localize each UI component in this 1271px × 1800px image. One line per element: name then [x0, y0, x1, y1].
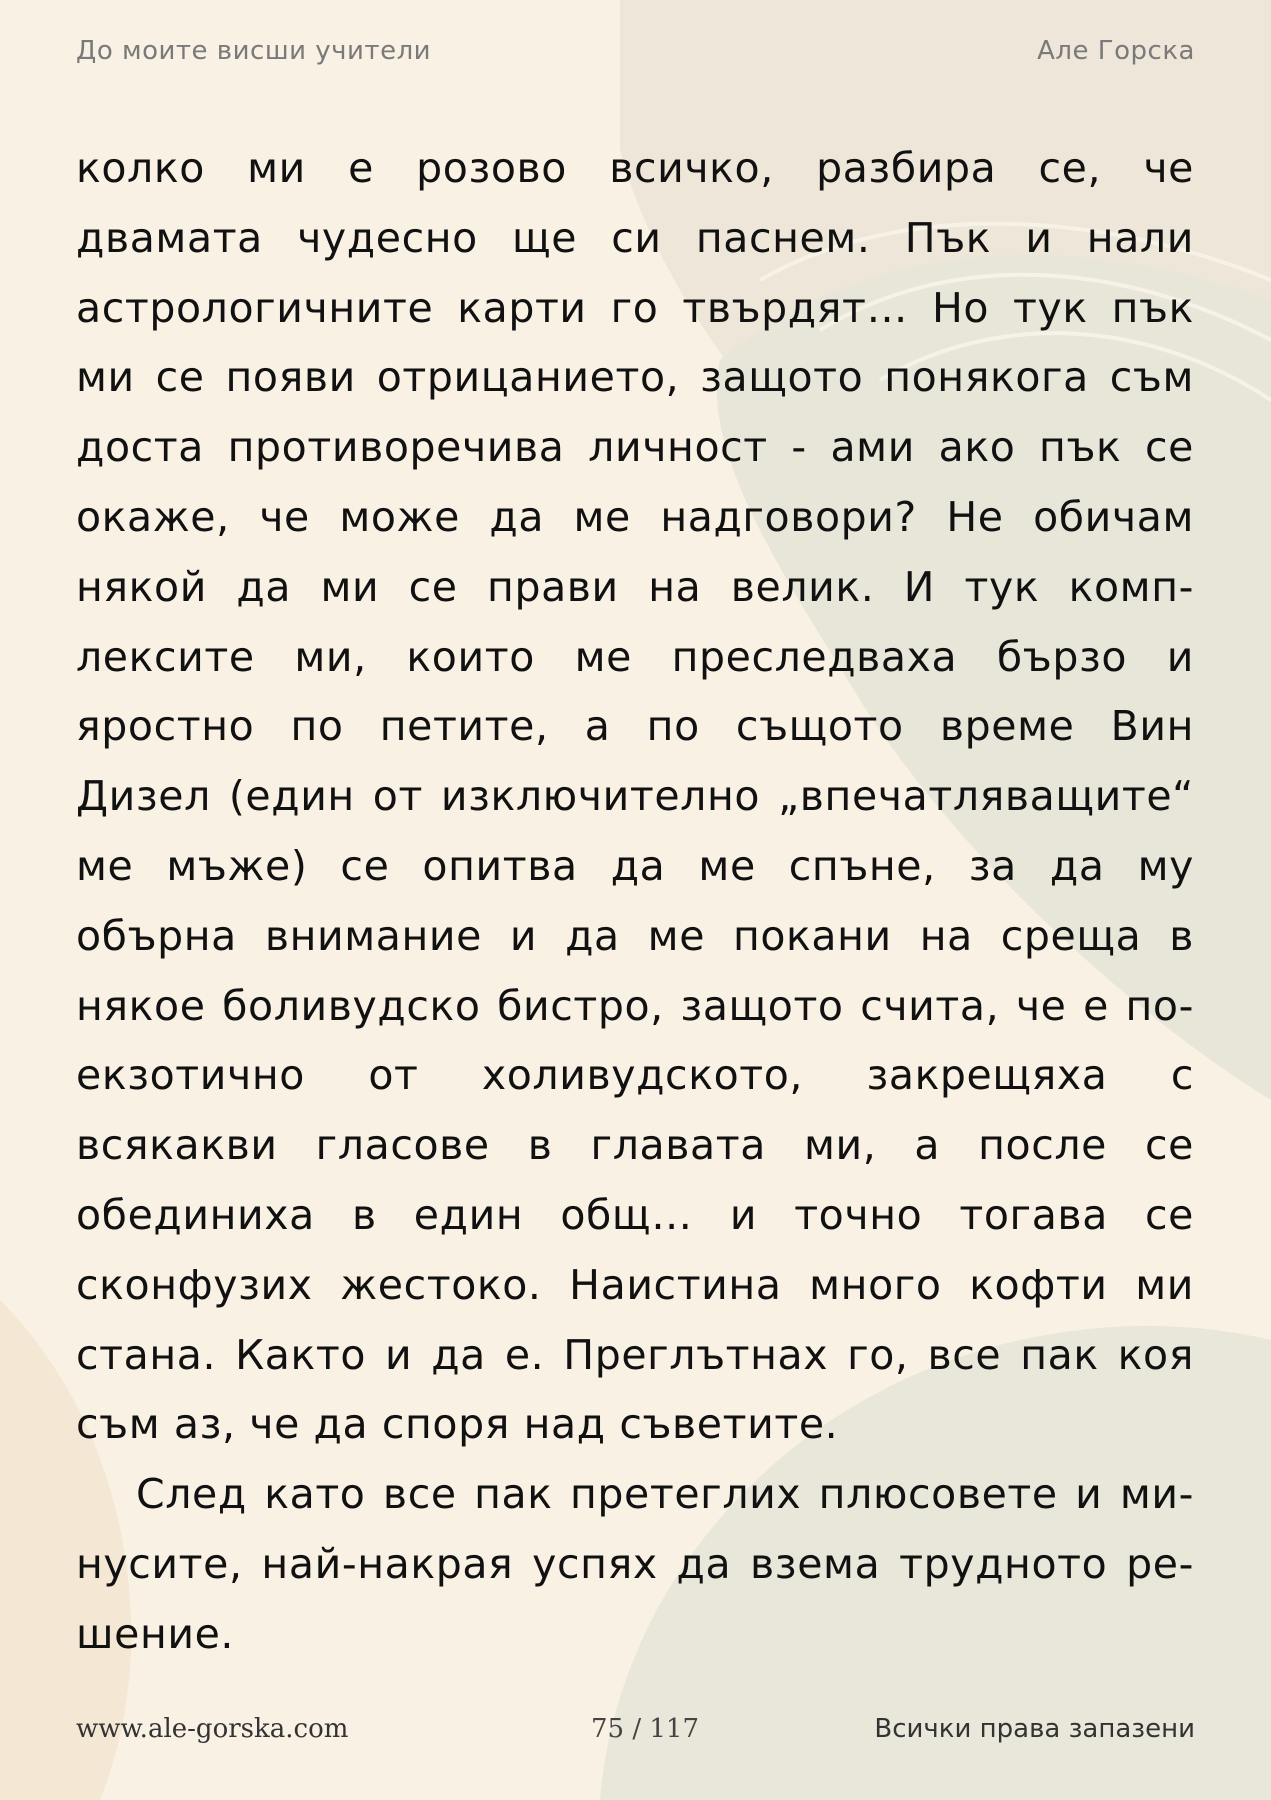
text-line: яростно по петите, а по същото време Вин: [76, 702, 1194, 751]
text-line: ме мъже) се опитва да ме спъне, за да му: [76, 841, 1194, 890]
page-number: 75 / 117: [591, 1714, 699, 1744]
text-line: екзотично от холивудското, закрещяха с: [76, 1051, 1194, 1100]
body-text: [76, 134, 1194, 1670]
text-line: всякакви гласове в главата ми, а после се: [76, 1121, 1194, 1170]
footer-rights: Всички права запазени: [874, 1714, 1195, 1744]
text-line: някой да ми се прави на велик. И тук комп-: [76, 562, 1194, 611]
text-line: лексите ми, които ме преследваха бързо и: [76, 632, 1194, 681]
text-line: стана. Както и да е. Преглътнах го, все пак коя: [76, 1330, 1194, 1379]
running-header-title: До моите висши учители: [76, 36, 432, 66]
text-line: Дизел (един от изключително „впечатляващите“: [76, 772, 1194, 821]
text-line: астрологичните карти го твърдят… Но тук пък: [76, 283, 1194, 332]
text-line: колко ми е розово всичко, разбира се, че: [76, 144, 1194, 192]
text-line: някое боливудско бистро, защото счита, че е по-: [76, 981, 1194, 1030]
text-line: сконфузих жестоко. Наистина много кофти ми: [76, 1260, 1194, 1309]
text-line: обърна внимание и да ме покани на среща в: [76, 911, 1194, 960]
footer-website-link[interactable]: www.ale-gorska.com: [76, 1714, 349, 1744]
text-line: След като все пак претеглих плюсовете и ми-: [136, 1470, 1194, 1519]
text-line: нусите, най-накрая успях да взема трудното ре-: [76, 1539, 1194, 1588]
text-line: доста противоречива личност - ами ако пък се: [76, 423, 1194, 472]
text-line: съм аз, че да споря над съветите.: [76, 1400, 839, 1449]
text-line: ми се появи отрицанието, защото понякога съм: [76, 353, 1194, 402]
running-header-author: Але Горска: [1037, 36, 1195, 66]
text-line: шение.: [76, 1609, 235, 1658]
text-line: двамата чудесно ще си паснем. Пък и нали: [76, 213, 1194, 262]
text-line: обединиха в един общ… и точно тогава се: [76, 1190, 1194, 1239]
text-line: окаже, че може да ме надговори? Не обичам: [76, 492, 1194, 541]
